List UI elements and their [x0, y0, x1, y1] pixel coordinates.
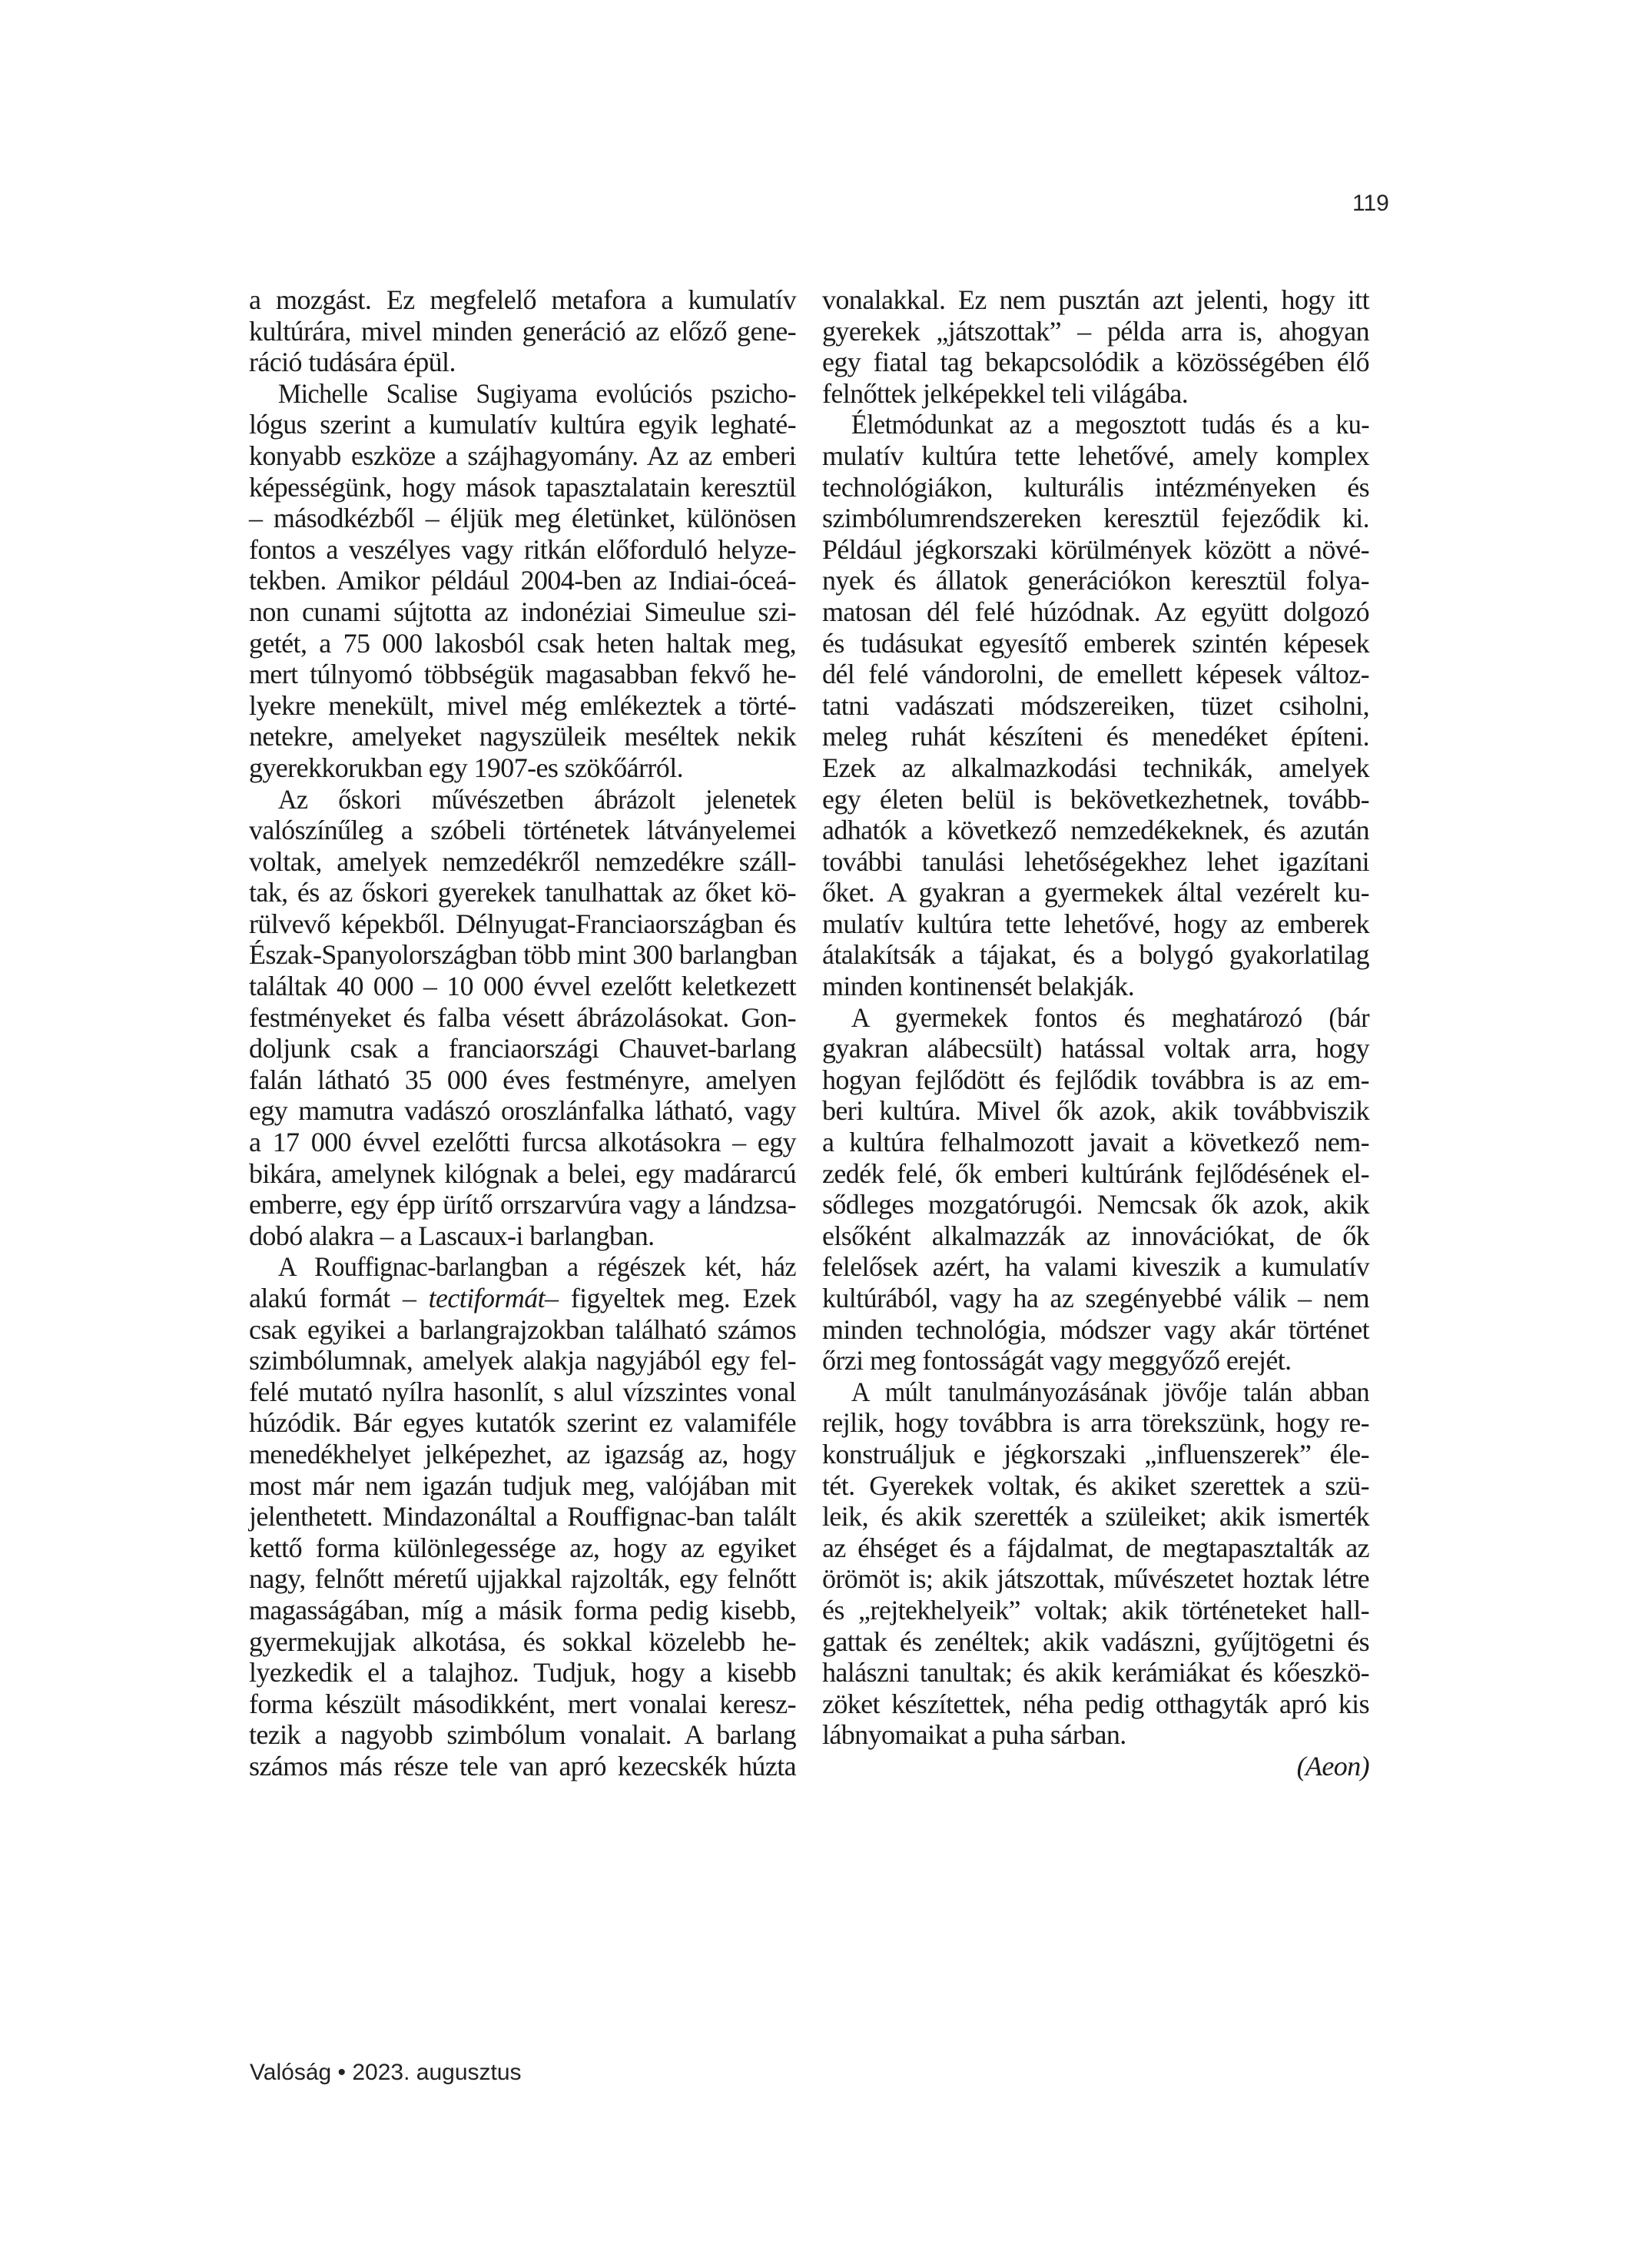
text-line [249, 690, 796, 722]
text-line-content: további tanulási lehetőségekhez lehet igazítani [822, 845, 1369, 877]
text-line-content: tezik a nagyobb szimbólum vonalait. A barlang [249, 1719, 796, 1751]
text-line [249, 628, 796, 659]
text-line-content: rülvevő képekből. Délnyugat-Franciaországban és [249, 908, 796, 939]
text-line-content: őket. A gyakran a gyermekek által vezérelt ku- [822, 877, 1369, 908]
text-line-content: elsőként alkalmazzák az innovációkat, de ők [822, 1220, 1369, 1251]
text-line [822, 1689, 1369, 1720]
text-line [249, 1189, 796, 1220]
text-line [822, 1595, 1369, 1626]
text-line [249, 877, 796, 908]
text-line-content: konstruáljuk e jégkorszaki „influenszerek” éle- [822, 1438, 1369, 1469]
text-line [249, 1376, 796, 1408]
text-line-content: gyermekujjak alkotása, és sokkal közelebb he- [249, 1625, 796, 1657]
text-line [822, 1376, 1369, 1408]
text-line-content: Az őskori művészetben ábrázolt jelenetek [277, 783, 797, 815]
text-line [822, 1470, 1369, 1502]
text-line-content: Michelle Scalise Sugiyama evolúciós pszicho- [277, 377, 797, 409]
text-line [822, 1657, 1369, 1689]
text-line-content: dél felé vándorolni, de emellett képesek változ- [822, 659, 1369, 690]
text-line [822, 628, 1369, 659]
text-line [249, 472, 796, 503]
text-line [822, 1033, 1369, 1064]
text-line-content: adhatók a következő nemzedékeknek, és azután [822, 815, 1369, 846]
text-line-content: tak, és az őskori gyerekek tanulhattak az őket kö- [249, 877, 796, 908]
text-line-content: egy életen belül is bekövetkezhetnek, tovább- [822, 783, 1369, 815]
text-line [249, 939, 796, 971]
text-line [249, 1251, 796, 1283]
text-line-content: átalakítsák a tájakat, és a bolygó gyakorlatilag [822, 939, 1369, 971]
text-line [249, 1689, 796, 1720]
text-line [822, 409, 1369, 440]
text-line-content: tekben. Amikor például 2004-ben az Indiai-óceá- [249, 565, 796, 596]
text-line-content: leik, és akik szerették a szüleiket; akik ismerték [822, 1501, 1369, 1532]
text-line-content: lyezkedik el a talajhoz. Tudjuk, hogy a kisebb [249, 1657, 796, 1689]
text-line-content: egy fiatal tag bekapcsolódik a közösségében élő [822, 347, 1369, 378]
text-line [249, 1470, 796, 1502]
text-line-content: gyerekek „játszottak” – példa arra is, ahogyan [822, 315, 1369, 347]
text-line-content: most már nem igazán tudjuk meg, valójában mit [249, 1469, 796, 1501]
text-line-content: képességünk, hogy mások tapasztalatain keresztül [249, 471, 796, 503]
text-line-content: felé mutató nyílra hasonlít, s alul vízszintes vonal [249, 1376, 796, 1407]
text-line [822, 472, 1369, 503]
column-text [249, 284, 796, 1782]
text-line [249, 534, 796, 566]
text-line-content: emberre, egy épp ürítő orrszarvúra vagy a lándzsa- [249, 1189, 796, 1220]
source-attribution [822, 1751, 1369, 1782]
text-line-content: kultúrából, vagy ha az szegényebbé válik – nem [822, 1283, 1369, 1313]
text-line-content: A gyermekek fontos és meghatározó (bár [851, 1001, 1369, 1033]
text-line-content: a mozgást. Ez megfelelő metafora a kumulatív [249, 284, 796, 315]
text-line [822, 347, 1369, 378]
text-line [822, 1563, 1369, 1595]
text-line-content: sődleges mozgatórugói. Nemcsak ők azok, akik [822, 1189, 1369, 1220]
text-line-content: – másodkézből – éljük meg életünket, különösen [249, 503, 796, 534]
text-line [249, 1595, 796, 1626]
text-line-content: a 17 000 évvel ezelőtti furcsa alkotásokra – egy [249, 1127, 796, 1158]
text-line-content: halászni tanultak; és akik kerámiákat és kőeszkö- [822, 1657, 1369, 1689]
text-line-content: lógus szerint a kumulatív kultúra egyik leghaté- [249, 409, 796, 440]
text-line [249, 815, 796, 846]
text-line [249, 284, 796, 316]
text-line-content: voltak, amelyek nemzedékről nemzedékre száll- [249, 845, 796, 877]
text-line [249, 1626, 796, 1658]
text-line [822, 971, 1369, 1002]
text-line-content: netekre, amelyeket nagyszüleik meséltek nekik [249, 721, 796, 752]
text-line-content: fontos a veszélyes vagy ritkán előforduló helyze- [249, 533, 796, 565]
text-line-content: doljunk csak a franciaországi Chauvet-barlang [249, 1033, 796, 1064]
text-line [249, 596, 796, 628]
text-line [249, 1407, 796, 1439]
text-line [822, 1501, 1369, 1532]
text-line [249, 1220, 796, 1252]
text-line-content: ráció tudására épül. [249, 347, 456, 378]
text-line-content: magasságában, míg a másik forma pedig kisebb, [249, 1594, 796, 1625]
text-line [249, 659, 796, 690]
page-number: 119 [1352, 191, 1389, 216]
text-line-content: tatni vadászati módszereiken, tüzet csiholni, [822, 689, 1369, 721]
text-line [249, 1033, 796, 1064]
text-line-content: lábnyomaikat a puha sárban. [822, 1719, 1126, 1751]
text-line [249, 1719, 796, 1751]
text-line-content: mulatív kultúra tette lehetővé, amely komplex [822, 440, 1369, 471]
text-line-content: örömöt is; akik játszottak, művészetet hoztak létre [822, 1563, 1369, 1595]
text-line [822, 316, 1369, 347]
text-line [822, 846, 1369, 878]
text-line-content: számos más része tele van apró kezecskék húzta [249, 1750, 796, 1782]
text-line-content: bikára, amelynek kilógnak a belei, egy madárarcú [249, 1157, 796, 1189]
text-line [249, 784, 796, 815]
text-line [822, 877, 1369, 908]
text-line [249, 378, 796, 410]
text-line [249, 503, 796, 534]
text-line-content: mert túlnyomó többségük magasabban fekvő he- [249, 659, 796, 690]
text-line [822, 721, 1369, 752]
text-line-content: technológiákon, kulturális intézményeken és [822, 471, 1369, 503]
text-line-content: getét, a 75 000 lakosból csak heten haltak meg, [249, 627, 796, 659]
text-line [249, 1158, 796, 1190]
text-line-content: Például jégkorszaki körülmények között a növé- [822, 533, 1369, 565]
column-text [822, 284, 1369, 1782]
text-line-content: kultúrára, mivel minden generáció az előző gene- [249, 315, 796, 347]
text-line-content: felnőttek jelképekkel teli világába. [822, 377, 1189, 409]
text-line-content: őrzi meg fontosságát vagy meggyőző erejét. [822, 1345, 1292, 1376]
text-line [822, 1345, 1369, 1376]
text-line [822, 440, 1369, 472]
italic-term: tectiformát [428, 1283, 546, 1313]
text-line-content: Ezek az alkalmazkodási technikák, amelyek [822, 752, 1369, 783]
text-line [822, 1002, 1369, 1034]
text-line-content: festményeket és falba vésett ábrázolásokat. Gon- [249, 1001, 796, 1033]
text-line [822, 503, 1369, 534]
text-line-content: lyekre menekült, mivel még emlékeztek a törté- [249, 689, 796, 721]
text-line-content: Észak-Spanyolországban több mint 300 barlangban [249, 939, 798, 971]
text-line [249, 316, 796, 347]
text-line-content: zöket készítettek, néha pedig otthagyták apró kis [822, 1688, 1369, 1719]
text-line [249, 1002, 796, 1034]
text-line-content: vonalakkal. Ez nem pusztán azt jelenti, hogy itt [822, 284, 1369, 315]
text-line-content: Életmódunkat az a megosztott tudás és a ku- [851, 409, 1369, 440]
text-line [249, 846, 796, 878]
text-line-content: hogyan fejlődött és fejlődik továbbra is az em- [822, 1064, 1369, 1095]
text-line-content: nyek és állatok generációkon keresztül folya- [822, 565, 1369, 596]
text-line-content: tét. Gyerekek voltak, és akiket szerettek a szü- [822, 1469, 1369, 1501]
text-line [249, 1283, 796, 1314]
text-line-content: konyabb eszköze a szájhagyomány. Az az emberi [249, 440, 796, 471]
text-line [249, 1501, 796, 1532]
text-line-content: falán látható 35 000 éves festményre, amelyen [249, 1064, 796, 1095]
text-line-content: rejlik, hogy továbbra is arra törekszünk, hogy re- [822, 1407, 1369, 1439]
text-line-content: és tudásukat egyesítő emberek szintén képesek [822, 627, 1369, 659]
text-line [822, 939, 1369, 971]
text-line [822, 1439, 1369, 1470]
text-line [249, 409, 796, 440]
text-line [822, 1283, 1369, 1314]
text-line-content: húzódik. Bár egyes kutatók szerint ez valamiféle [249, 1407, 796, 1439]
text-line-content: A múlt tanulmányozásának jövője talán abban [851, 1376, 1369, 1407]
text-line-content: non cunami sújtotta az indonéziai Simeulue szi- [249, 596, 796, 627]
text-line [822, 534, 1369, 566]
text-line [822, 1532, 1369, 1564]
text-line [822, 1626, 1369, 1658]
text-line [249, 1095, 796, 1127]
text-line [822, 1407, 1369, 1439]
text-line-content: forma készült másodikként, mert vonalai keresz- [249, 1688, 796, 1719]
article-column-left [249, 284, 796, 1782]
text-line [249, 1127, 796, 1158]
text-line-content: csak egyikei a barlangrajzokban található számos [249, 1313, 796, 1345]
text-line [822, 565, 1369, 596]
text-line [249, 1657, 796, 1689]
text-line [822, 1158, 1369, 1190]
text-line [249, 1439, 796, 1470]
text-line [249, 752, 796, 784]
text-line [249, 721, 796, 752]
text-line-content: gyakran alábecsült) hatással voltak arra, hogy [822, 1033, 1369, 1064]
text-line [822, 752, 1369, 784]
text-line-content: A Rouffignac-barlangban a régészek két, ház [277, 1251, 797, 1283]
text-line [249, 1751, 796, 1782]
journal-footer: Valóság • 2023. augusztus [250, 2060, 522, 2085]
text-line-content: alakú formát – tectiformát– figyeltek meg. Ezek [249, 1283, 797, 1313]
text-line [822, 1314, 1369, 1346]
text-line [822, 1064, 1369, 1096]
text-line-content: kettő forma különlegessége az, hogy az egyiket [249, 1532, 796, 1563]
text-line [822, 815, 1369, 846]
text-line-content: találtak 40 000 – 10 000 évvel ezelőtt keletkezett [249, 971, 796, 1002]
text-line [249, 971, 796, 1002]
text-line-content: minden technológia, módszer vagy akár történet [822, 1313, 1369, 1345]
text-line-content: minden kontinensét belakják. [822, 971, 1135, 1002]
text-line [822, 690, 1369, 722]
text-line [822, 1127, 1369, 1158]
text-line-content: dobó alakra – a Lascaux-i barlangban. [249, 1220, 655, 1251]
text-line [249, 347, 796, 378]
text-line-content: gattak és zenéltek; akik vadászni, gyűjtögetni és [822, 1625, 1369, 1657]
text-line [822, 784, 1369, 815]
text-line [822, 1095, 1369, 1127]
text-line [249, 1345, 796, 1376]
text-line [249, 440, 796, 472]
text-line-content: egy mamutra vadászó oroszlánfalka látható, vagy [249, 1095, 796, 1127]
text-line [822, 908, 1369, 940]
text-line-content: szimbólumrendszereken keresztül fejeződik ki. [822, 503, 1369, 534]
text-line-content: valószínűleg a szóbeli történetek látványelemei [249, 815, 796, 846]
text-line [249, 565, 796, 596]
text-line [822, 1189, 1369, 1220]
text-line [822, 1719, 1369, 1751]
text-line [249, 1563, 796, 1595]
text-line-content: (Aeon) [1296, 1750, 1369, 1782]
text-line-content: nagy, felnőtt méretű ujjakkal rajzolták, egy felnőtt [249, 1563, 796, 1595]
text-line-content: az éhséget és a fájdalmat, de megtapasztalták az [822, 1532, 1369, 1563]
article-column-right [822, 284, 1369, 1782]
text-line [249, 1064, 796, 1096]
text-line [822, 1251, 1369, 1283]
text-line-content: jelenthetett. Mindazonáltal a Rouffignac-ban talált [249, 1501, 796, 1532]
text-line-content: meleg ruhát készíteni és menedéket építeni. [822, 721, 1369, 752]
text-line-content: beri kultúra. Mivel ők azok, akik továbbviszik [822, 1095, 1369, 1127]
text-line [822, 284, 1369, 316]
text-line [822, 378, 1369, 410]
text-line-content: zedék felé, ők emberi kultúránk fejlődésének el- [822, 1157, 1369, 1189]
text-line [822, 659, 1369, 690]
text-line [822, 596, 1369, 628]
text-line-content: mulatív kultúra tette lehetővé, hogy az emberek [822, 908, 1369, 939]
text-line [249, 1532, 796, 1564]
text-line-content: menedékhelyet jelképezhet, az igazság az, hogy [249, 1438, 796, 1469]
text-line-content: és „rejtekhelyeik” voltak; akik történeteket hall- [822, 1594, 1369, 1625]
text-line [249, 1314, 796, 1346]
text-line-content: matosan dél felé húzódnak. Az együtt dolgozó [822, 596, 1369, 627]
text-line-content: szimbólumnak, amelyek alakja nagyjából egy fel- [249, 1345, 796, 1376]
text-line [249, 908, 796, 940]
text-line [822, 1220, 1369, 1252]
text-line-content: gyerekkorukban egy 1907-es szökőárról. [249, 752, 684, 783]
text-line-content: felelősek azért, ha valami kiveszik a kumulatív [822, 1251, 1369, 1283]
text-line-content: a kultúra felhalmozott javait a következő nem- [822, 1127, 1369, 1158]
